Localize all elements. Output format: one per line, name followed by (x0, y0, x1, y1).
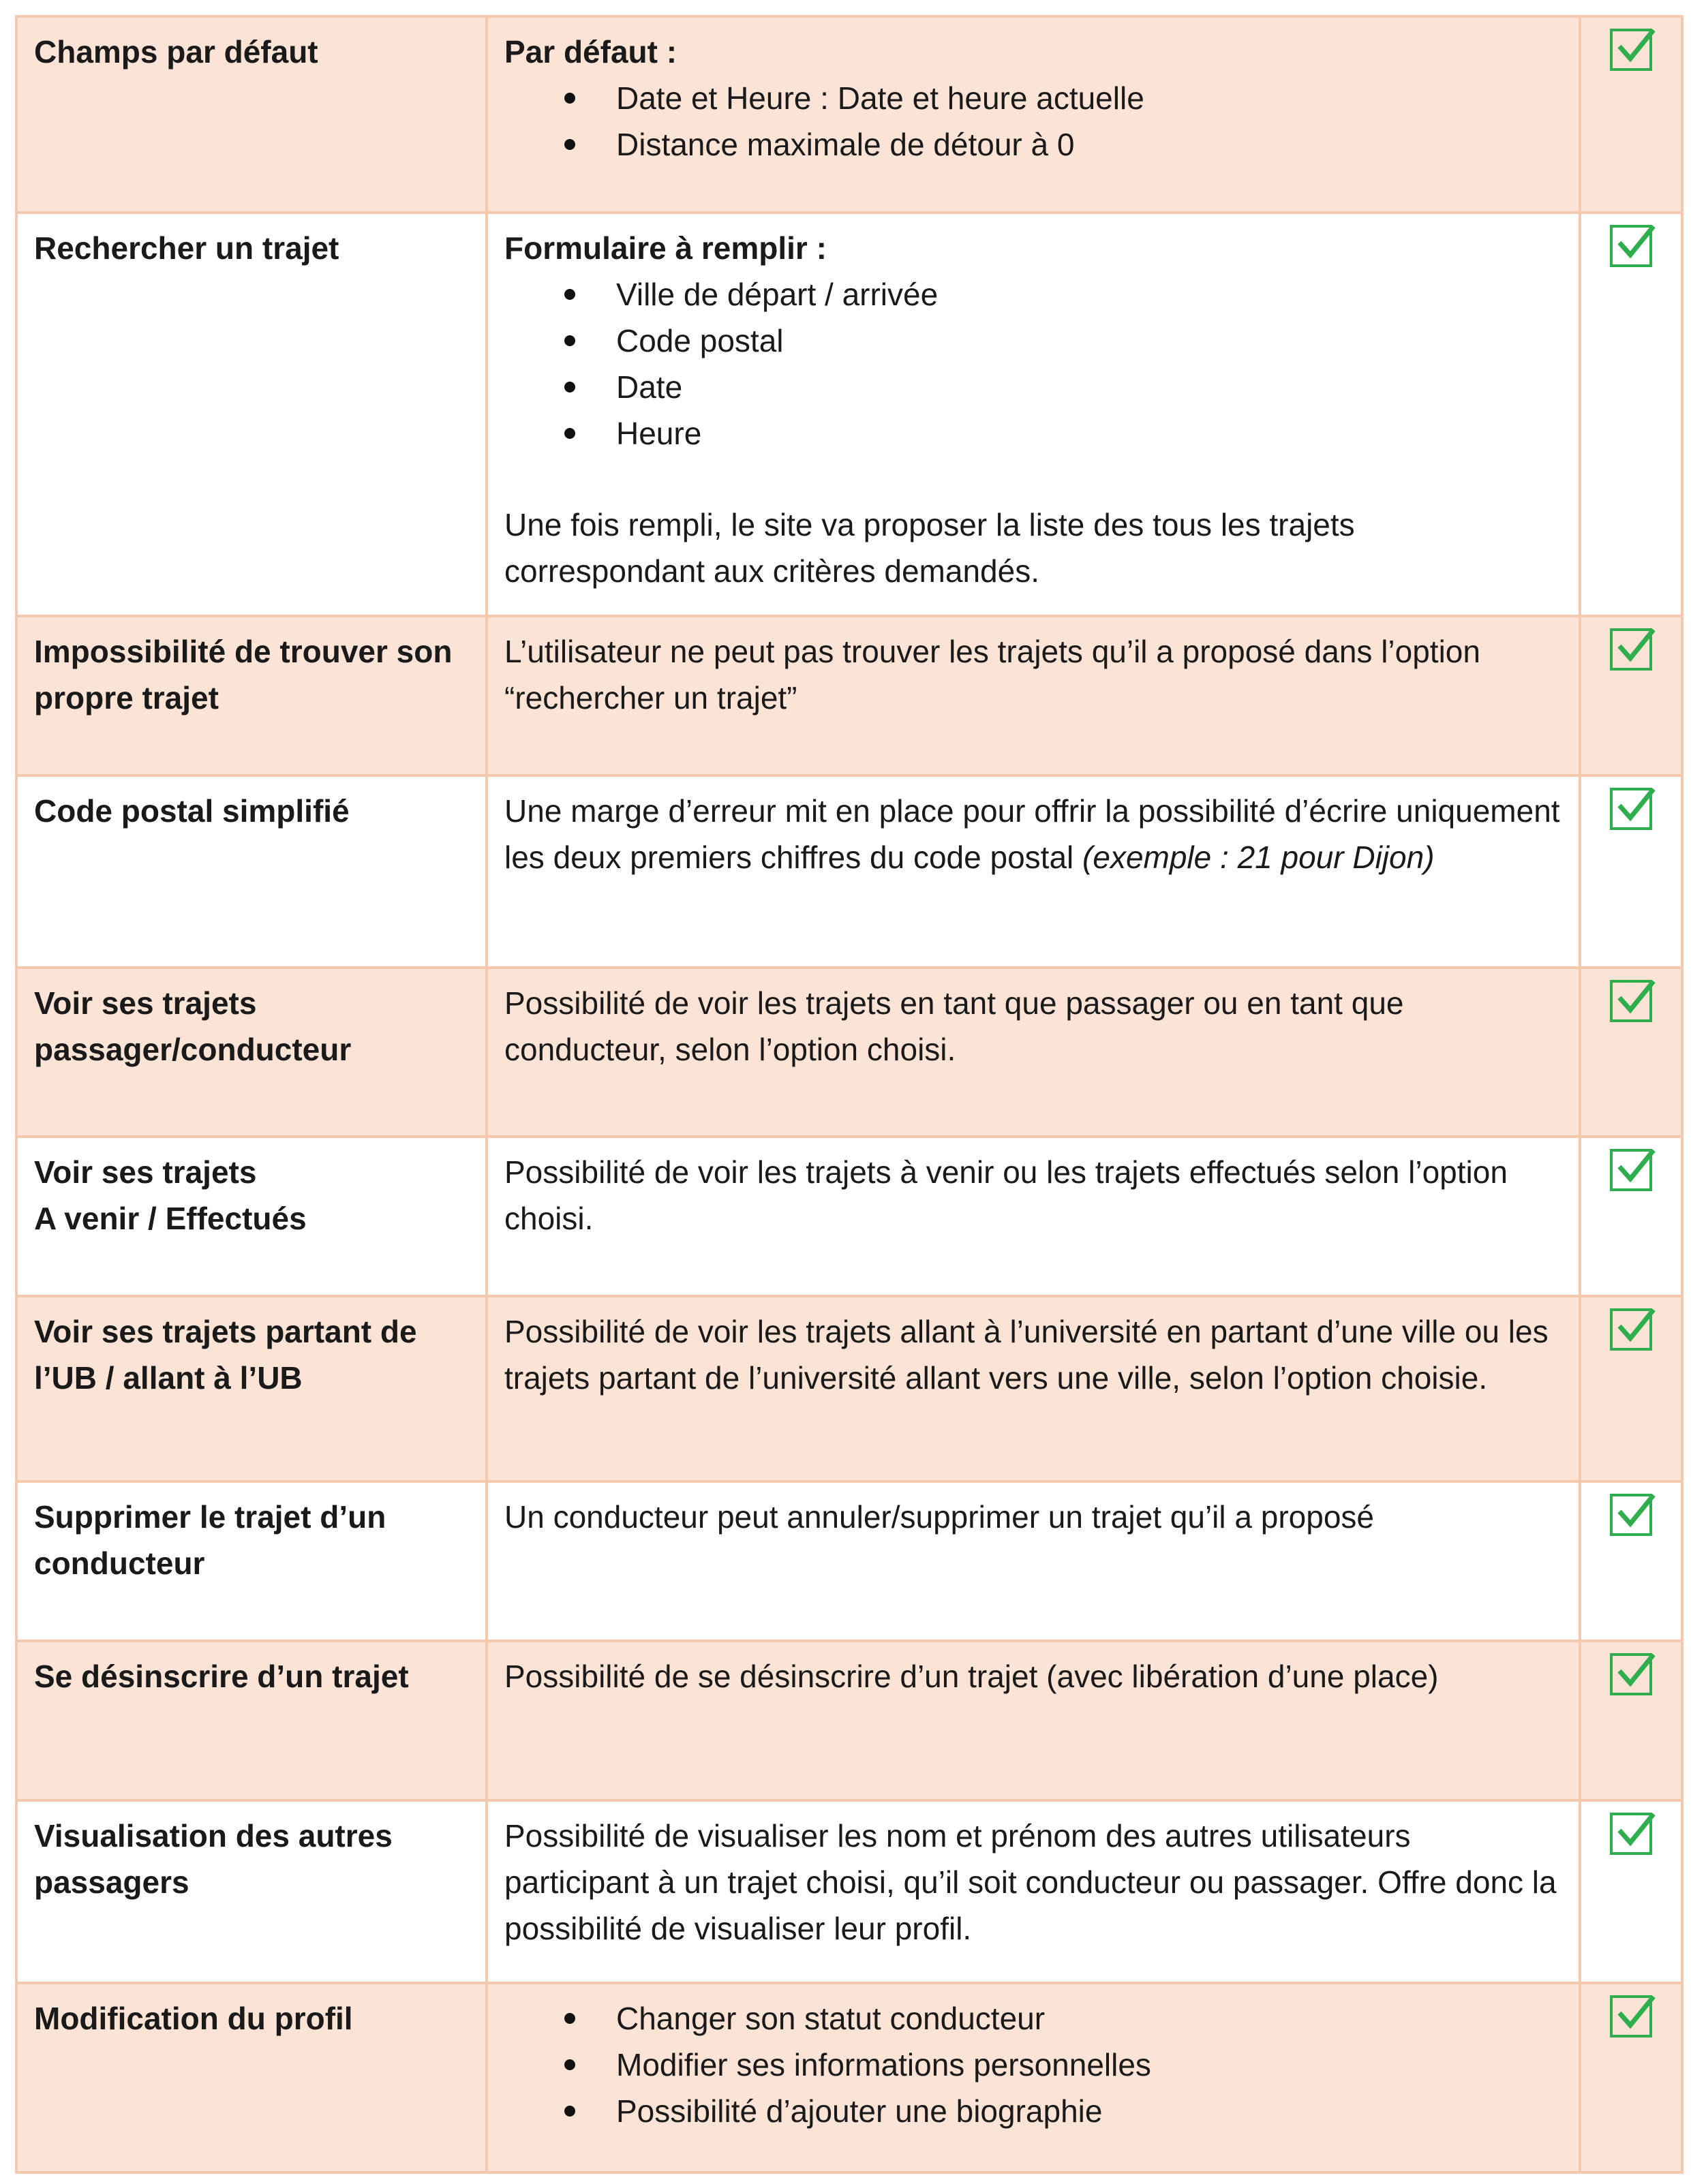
table-row (16, 213, 1682, 616)
feature-name: Visualisation des autres passagers (34, 1818, 393, 1900)
feature-cell (16, 968, 487, 1137)
feature-name: Modification du profil (34, 2001, 353, 2036)
table-row (16, 1641, 1682, 1800)
checked-box-icon (1610, 980, 1652, 1022)
checked-box-icon (1610, 1813, 1652, 1855)
feature-name-line: Voir ses trajets (34, 1154, 257, 1190)
checked-box-icon (1610, 29, 1652, 71)
description-cell (487, 213, 1580, 616)
status-cell (1580, 1137, 1682, 1296)
description-text: Possibilité de visualiser les nom et prénom des autres utilisateurs participant à un trajet choisi, qu’il soit conducteur ou passager. Offre donc la possibilité de visualiser leur profil. (504, 1818, 1557, 1946)
checked-box-icon (1610, 1494, 1652, 1536)
list-item: Changer son statut conducteur (616, 1995, 1562, 2042)
table-row (16, 1137, 1682, 1296)
status-cell (1580, 16, 1682, 213)
description-text: Une fois rempli, le site va proposer la liste des tous les trajets correspondant aux critères demandés. (504, 507, 1355, 589)
status-cell (1580, 1800, 1682, 1983)
checked-box-icon (1610, 1149, 1652, 1191)
list-item: Possibilité d’ajouter une biographie (616, 2088, 1562, 2134)
feature-name-line: A venir / Effectués (34, 1201, 307, 1236)
feature-name-line: Voir ses trajets (34, 985, 257, 1021)
status-cell (1580, 1481, 1682, 1641)
feature-name: Rechercher un trajet (34, 230, 339, 266)
feature-cell (16, 616, 487, 775)
status-cell (1580, 616, 1682, 775)
table-row (16, 775, 1682, 968)
feature-cell (16, 1481, 487, 1641)
bullet-list (504, 1995, 1562, 2134)
list-item: Code postal (616, 318, 1562, 364)
status-cell (1580, 968, 1682, 1137)
description-text: Possibilité de voir les trajets en tant que passager ou en tant que conducteur, selon l’option choisi. (504, 985, 1404, 1067)
feature-name: Voir ses trajets partant de l’UB / allant à l’UB (34, 1314, 417, 1396)
feature-name: Se désinscrire d’un trajet (34, 1659, 409, 1694)
list-item: Date (616, 364, 1562, 410)
feature-cell (16, 1983, 487, 2172)
feature-name-line: passager/conducteur (34, 1032, 352, 1067)
checked-box-icon (1610, 1995, 1652, 2037)
table-row (16, 968, 1682, 1137)
description-lead: Formulaire à remplir : (504, 230, 827, 266)
description-example: (exemple : 21 pour Dijon) (1082, 840, 1435, 875)
description-cell (487, 775, 1580, 968)
feature-cell (16, 16, 487, 213)
description-text: Un conducteur peut annuler/supprimer un trajet qu’il a proposé (504, 1499, 1374, 1535)
description-text: L’utilisateur ne peut pas trouver les trajets qu’il a proposé dans l’option “rechercher un trajet” (504, 634, 1480, 716)
table-row (16, 1983, 1682, 2172)
description-cell (487, 1481, 1580, 1641)
list-item: Heure (616, 410, 1562, 457)
description-text: Possibilité de se désinscrire d’un trajet (avec libération d’une place) (504, 1659, 1439, 1694)
bullet-list (504, 271, 1562, 457)
description-cell (487, 968, 1580, 1137)
status-cell (1580, 775, 1682, 968)
feature-cell (16, 1641, 487, 1800)
checked-box-icon (1610, 1308, 1652, 1351)
feature-table (15, 15, 1684, 2174)
feature-name: Impossibilité de trouver son propre trajet (34, 634, 453, 716)
feature-name: Supprimer le trajet d’un conducteur (34, 1499, 386, 1581)
feature-cell (16, 775, 487, 968)
description-lead: Par défaut : (504, 34, 677, 70)
description-text: Possibilité de voir les trajets allant à l’université en partant d’une ville ou les trajets partant de l’université allant vers une ville, selon l’option choisie. (504, 1314, 1549, 1396)
feature-cell (16, 213, 487, 616)
status-cell (1580, 1296, 1682, 1481)
list-item: Ville de départ / arrivée (616, 271, 1562, 318)
description-cell (487, 1296, 1580, 1481)
description-text (504, 788, 1562, 880)
feature-cell (16, 1296, 487, 1481)
description-cell (487, 16, 1580, 213)
table-row (16, 16, 1682, 213)
description-cell (487, 1137, 1580, 1296)
checked-box-icon (1610, 788, 1652, 830)
list-item: Date et Heure : Date et heure actuelle (616, 75, 1562, 121)
feature-name: Code postal simplifié (34, 793, 350, 829)
status-cell (1580, 1983, 1682, 2172)
table-row (16, 616, 1682, 775)
status-cell (1580, 1641, 1682, 1800)
table-row (16, 1296, 1682, 1481)
table-row (16, 1800, 1682, 1983)
description-cell (487, 1800, 1580, 1983)
checked-box-icon (1610, 225, 1652, 267)
feature-name: Champs par défaut (34, 34, 318, 70)
feature-cell (16, 1137, 487, 1296)
table-row (16, 1481, 1682, 1641)
list-item: Modifier ses informations personnelles (616, 2042, 1562, 2088)
description-cell (487, 616, 1580, 775)
description-main: Une marge d’erreur mit en place pour offrir la possibilité d’écrire uniquement les deux premiers chiffres du code postal (504, 793, 1560, 875)
list-item: Distance maximale de détour à 0 (616, 121, 1562, 168)
description-text: Possibilité de voir les trajets à venir ou les trajets effectués selon l’option choisi. (504, 1154, 1508, 1236)
checked-box-icon (1610, 628, 1652, 671)
bullet-list (504, 75, 1562, 168)
description-cell (487, 1983, 1580, 2172)
checked-box-icon (1610, 1653, 1652, 1695)
feature-cell (16, 1800, 487, 1983)
description-cell (487, 1641, 1580, 1800)
status-cell (1580, 213, 1682, 616)
